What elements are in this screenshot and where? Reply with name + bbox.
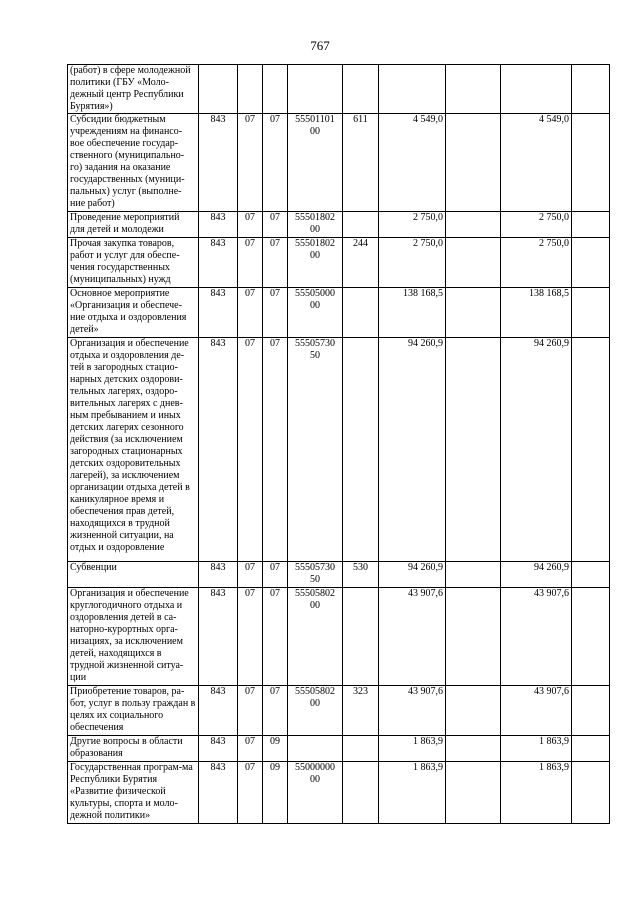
table-row [68,686,610,736]
expense-type-code: 530 [343,562,379,588]
expense-type-code [343,588,379,686]
blank-cell [572,686,610,736]
amount-budget: 94 260,9 [501,338,572,562]
table-row [68,762,610,824]
blank-cell [572,65,610,114]
amount-extra [446,338,501,562]
expense-type-code [343,65,379,114]
section-code: 07 [238,686,263,736]
subsection-code: 07 [263,588,288,686]
amount-budget: 2 750,0 [501,238,572,288]
page-number: 767 [310,38,330,53]
table-row [68,288,610,338]
amount-total: 94 260,9 [379,562,446,588]
target-article-code [288,65,343,114]
grbs-code: 843 [199,338,238,562]
amount-budget: 94 260,9 [501,562,572,588]
expense-type-code: 323 [343,686,379,736]
grbs-code: 843 [199,562,238,588]
amount-extra [446,736,501,762]
grbs-code: 843 [199,736,238,762]
table-row [68,588,610,686]
subsection-code: 07 [263,338,288,562]
item-name: Прочая закупка товаров, работ и услуг для обеспе-чения государственных (муниципальных) нужд [68,238,199,288]
target-article-code: 55501101 00 [288,114,343,212]
grbs-code: 843 [199,686,238,736]
subsection-code: 09 [263,736,288,762]
item-name: Основное мероприятие «Организация и обеспече-ние отдыха и оздоровления детей» [68,288,199,338]
amount-total: 1 863,9 [379,762,446,824]
table-row [68,562,610,588]
grbs-code: 843 [199,212,238,238]
item-name: Государственная програм-ма Республики Бурятия «Развитие физической культуры, спорта и моло-дежной политики» [68,762,199,824]
amount-total: 2 750,0 [379,212,446,238]
amount-budget [501,65,572,114]
subsection-code: 07 [263,212,288,238]
amount-budget: 4 549,0 [501,114,572,212]
amount-total: 43 907,6 [379,686,446,736]
target-article-code: 55505000 00 [288,288,343,338]
expense-type-code [343,212,379,238]
amount-total: 94 260,9 [379,338,446,562]
subsection-code: 07 [263,288,288,338]
section-code [238,65,263,114]
amount-budget: 1 863,9 [501,762,572,824]
amount-extra [446,686,501,736]
section-code: 07 [238,562,263,588]
amount-extra [446,762,501,824]
expense-type-code: 244 [343,238,379,288]
budget-table [67,64,610,824]
amount-budget: 2 750,0 [501,212,572,238]
blank-cell [572,114,610,212]
blank-cell [572,238,610,288]
amount-budget: 1 863,9 [501,736,572,762]
amount-budget: 138 168,5 [501,288,572,338]
subsection-code: 07 [263,114,288,212]
target-article-code: 55501802 00 [288,212,343,238]
subsection-code: 07 [263,686,288,736]
amount-total [379,65,446,114]
expense-type-code [343,338,379,562]
blank-cell [572,338,610,562]
amount-extra [446,588,501,686]
grbs-code: 843 [199,762,238,824]
section-code: 07 [238,762,263,824]
expense-type-code [343,288,379,338]
blank-cell [572,562,610,588]
item-name: Организация и обеспечение круглогодичного отдыха и оздоровления детей в са-наторно-курортных орга-низациях, за исключением детей, находящихся в трудной жизненной ситуа-ции [68,588,199,686]
item-name: Проведение мероприятий для детей и молодежи [68,212,199,238]
section-code: 07 [238,736,263,762]
target-article-code [288,736,343,762]
section-code: 07 [238,212,263,238]
subsection-code [263,65,288,114]
amount-total: 2 750,0 [379,238,446,288]
section-code: 07 [238,238,263,288]
target-article-code: 55000000 00 [288,762,343,824]
grbs-code: 843 [199,114,238,212]
expense-type-code [343,736,379,762]
target-article-code: 55505730 50 [288,338,343,562]
subsection-code: 07 [263,562,288,588]
amount-total: 1 863,9 [379,736,446,762]
grbs-code: 843 [199,288,238,338]
target-article-code: 55505802 00 [288,588,343,686]
amount-extra [446,562,501,588]
expense-type-code: 611 [343,114,379,212]
blank-cell [572,762,610,824]
table-row [68,65,610,114]
target-article-code: 55505730 50 [288,562,343,588]
expense-type-code [343,762,379,824]
section-code: 07 [238,288,263,338]
amount-budget: 43 907,6 [501,686,572,736]
blank-cell [572,736,610,762]
amount-extra [446,114,501,212]
grbs-code: 843 [199,588,238,686]
amount-total: 4 549,0 [379,114,446,212]
table-body [68,65,610,824]
blank-cell [572,588,610,686]
item-name: Другие вопросы в области образования [68,736,199,762]
item-name: Приобретение товаров, ра-бот, услуг в пользу граждан в целях их социального обеспечения [68,686,199,736]
blank-cell [572,288,610,338]
table-row [68,212,610,238]
target-article-code: 55501802 00 [288,238,343,288]
amount-extra [446,238,501,288]
section-code: 07 [238,114,263,212]
amount-total: 138 168,5 [379,288,446,338]
item-name: Организация и обеспечение отдыха и оздоровления де-тей в загородных стацио-нарных детских оздорови-тельных лагерях, оздоро-вительных лагерях с днев-ным пребыванием и иных детских лагерях сезонного действия (за исключением загородных стационарных детских оздоровительных лагерей), за исключением организации отдыха детей в каникулярное время и обеспечения прав детей, находящихся в трудной жизненной ситуации, на отдых и оздоровление [68,338,199,562]
amount-total: 43 907,6 [379,588,446,686]
grbs-code [199,65,238,114]
item-name: (работ) в сфере молодежной политики (ГБУ «Моло-дежный центр Республики Бурятия») [68,65,199,114]
grbs-code: 843 [199,238,238,288]
amount-budget: 43 907,6 [501,588,572,686]
target-article-code: 55505802 00 [288,686,343,736]
amount-extra [446,65,501,114]
section-code: 07 [238,588,263,686]
table-row [68,114,610,212]
item-name: Субвенции [68,562,199,588]
table-row [68,238,610,288]
subsection-code: 09 [263,762,288,824]
table-row [68,736,610,762]
amount-extra [446,212,501,238]
blank-cell [572,212,610,238]
section-code: 07 [238,338,263,562]
table-row [68,338,610,562]
item-name: Субсидии бюджетным учреждениям на финансо-вое обеспечение государ-ственного (муниципально-го) задания на оказание государственных (муници-пальных) услуг (выполне-ние работ) [68,114,199,212]
subsection-code: 07 [263,238,288,288]
amount-extra [446,288,501,338]
